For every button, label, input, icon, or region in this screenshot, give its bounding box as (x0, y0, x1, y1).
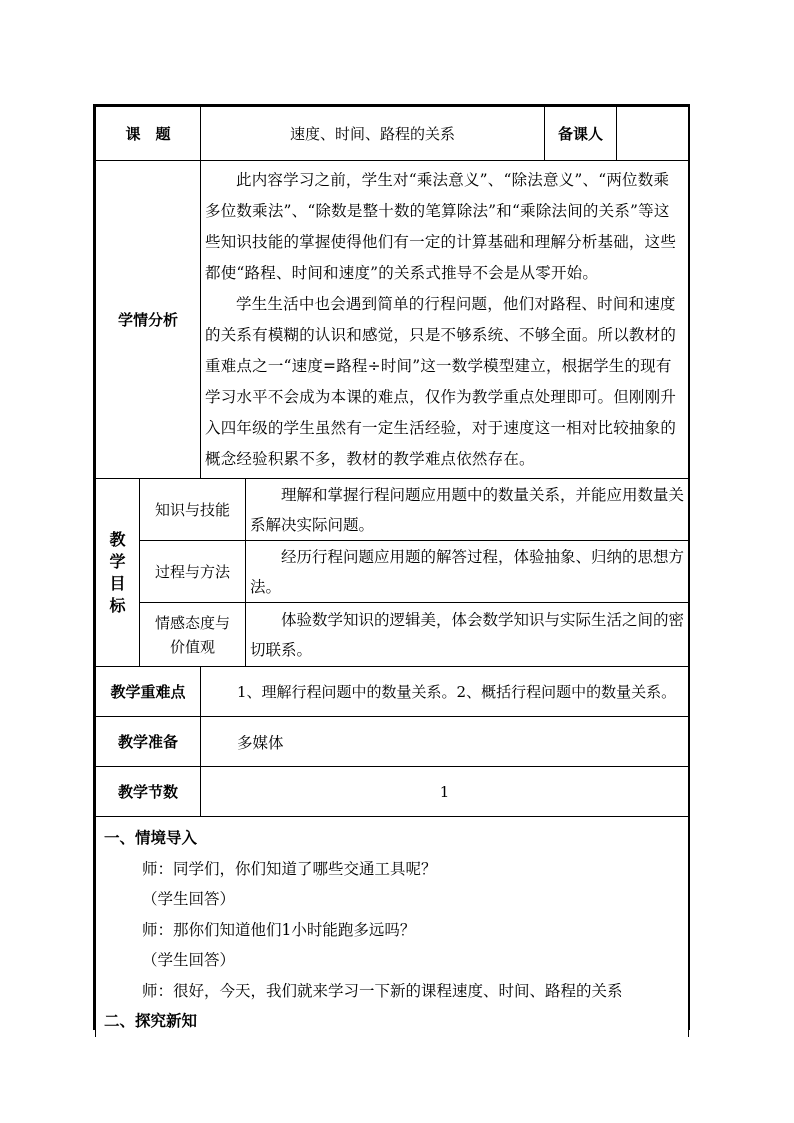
preparer-value (617, 107, 689, 161)
analysis-paragraph-2: 学生生活中也会遇到简单的行程问题，他们对路程、时间和速度的关系有模糊的认识和感觉，只是不够系统、不够全面。所以教材的重难点之一“速度=路程÷时间”这一数学模型建立，根据学生的现有学习水平不会成为本课的难点，仅作为教学重点处理即可。但刚刚升入四年级的学生虽然有一定生活经验，对于速度这一相对比较抽象的概念经验积累不多，教材的教学难点依然存在。 (205, 294, 677, 468)
section-2-title: 二、探究新知 (104, 1012, 198, 1030)
analysis-paragraph-1: 此内容学习之前，学生对“乘法意义”、“除法意义”、“两位数乘多位数乘法”、“除数是整十数的笔算除法”和“乘除法间的关系”等这些知识技能的掌握使得他们有一定的计算基础和理解分析基础，这些都使“路程、时间和速度”的关系式推导不会是从零开始。 (205, 170, 677, 282)
key-points-value: 1、理解行程问题中的数量关系。2、概括行程问题中的数量关系。 (201, 667, 689, 717)
topic-value: 速度、时间、路程的关系 (201, 107, 545, 161)
periods-label: 教学节数 (96, 767, 201, 817)
goal-text-process: 经历行程问题应用题的解答过程，体验抽象、归纳的思想方法。 (246, 541, 689, 603)
goal-row-2 (96, 541, 689, 603)
lesson-body (96, 817, 689, 1037)
goal-row-3 (96, 603, 689, 667)
preparation-value: 多媒体 (201, 717, 689, 767)
analysis-label: 学情分析 (96, 161, 201, 479)
goal-label-knowledge: 知识与技能 (140, 479, 246, 541)
goal-label-process: 过程与方法 (140, 541, 246, 603)
periods-row (96, 767, 689, 817)
preparation-row (96, 717, 689, 767)
lesson-line-3: 师：那你们知道他们1小时能跑多远吗？ (142, 920, 416, 939)
preparation-label: 教学准备 (96, 717, 201, 767)
lesson-body-row (96, 817, 689, 1037)
header-row (96, 107, 689, 161)
analysis-row (96, 161, 689, 479)
goals-label-char-3: 目 (109, 573, 126, 593)
lesson-line-2: （学生回答） (142, 890, 236, 908)
analysis-content (201, 161, 689, 479)
goals-label-char-2: 学 (109, 551, 126, 571)
lesson-line-5: 师：很好，今天，我们就来学习一下新的课程速度、时间、路程的关系 (142, 981, 623, 1000)
goal-label-emotion: 情感态度与价值观 (140, 603, 246, 667)
lesson-line-1: 师：同学们，你们知道了哪些交通工具呢？ (142, 859, 437, 878)
key-points-label: 教学重难点 (96, 667, 201, 717)
lesson-plan-table (95, 106, 689, 1037)
key-points-row (96, 667, 689, 717)
preparer-label: 备课人 (545, 107, 617, 161)
goals-label-char-1: 教 (109, 529, 126, 549)
goal-row-1 (96, 479, 689, 541)
lesson-plan-page (93, 104, 690, 1030)
lesson-line-4: （学生回答） (142, 951, 236, 969)
goals-label-char-4: 标 (109, 595, 126, 615)
topic-label: 课 题 (96, 107, 201, 161)
goals-label (96, 479, 140, 667)
section-1-title: 一、情境导入 (104, 829, 198, 847)
periods-value: 1 (201, 767, 689, 817)
goal-text-emotion: 体验数学知识的逻辑美，体会数学知识与实际生活之间的密切联系。 (246, 603, 689, 667)
goal-text-knowledge: 理解和掌握行程问题应用题中的数量关系，并能应用数量关系解决实际问题。 (246, 479, 689, 541)
